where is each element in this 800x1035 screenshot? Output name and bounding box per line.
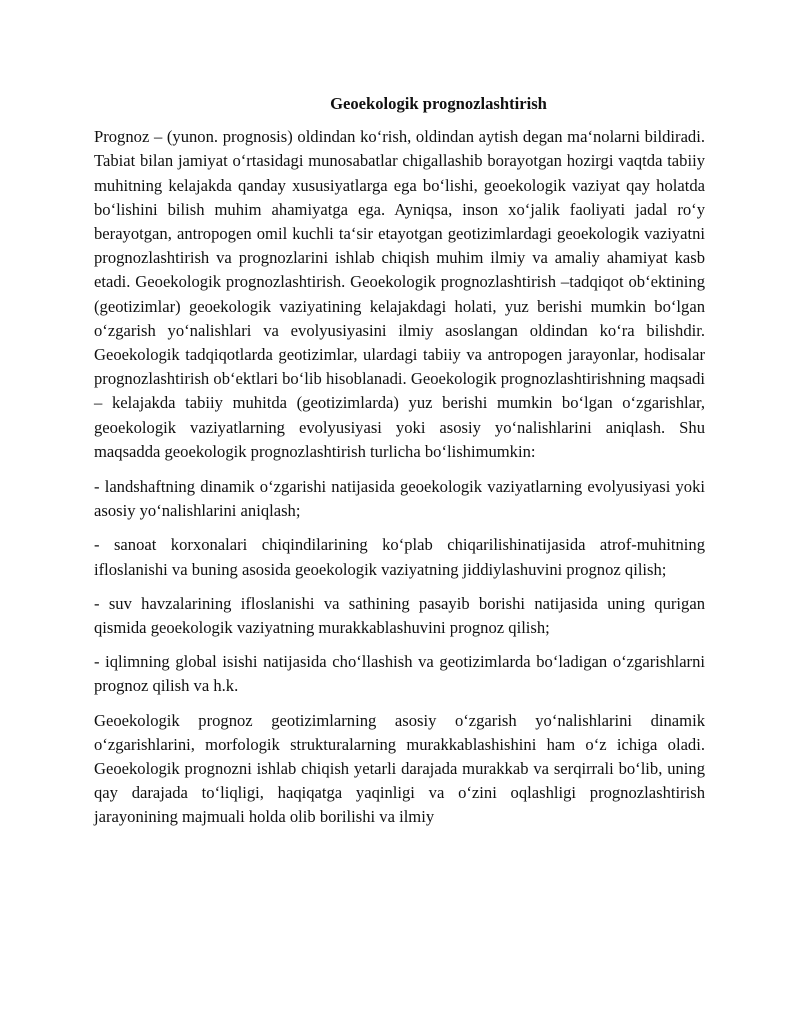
list-item-industrial-pollution: - sanoat korxonalari chiqindilarining ko‘plab chiqarilishinatijasida atrof-muhitning ifloslanishi va buning asosida geoekologik vaziyatning jiddiylashuvini prognoz qilish; — [94, 535, 705, 579]
paragraph-conclusion: Geoekologik prognoz geotizimlarning asosiy o‘zgarish yo‘nalishlarini dinamik o‘zgarishlarini, morfologik strukturalarning murakkablashishini ham o‘z ichiga oladi. Geoekologik prognozni ishlab chiqish yetarli darajada murakkab va serqirrali bo‘lib, uning qay darajada to‘liqligi, haqiqatga yaqinligi va o‘zini oqlashligi prognozlashtirish jarayonining majmuali holda olib borilishi va ilmiy — [94, 710, 705, 827]
document-page — [94, 92, 705, 841]
document-title: Geoekologik prognozlashtirish — [330, 94, 547, 113]
list-item-landscape-dynamics: - landshaftning dinamik o‘zgarishi natijasida geoekologik vaziyatlarning evolyusiyasi yoki asosiy yo‘nalishlarini aniqlash; — [94, 477, 705, 521]
list-item-global-warming: - iqlimning global isishi natijasida cho‘llashish va geotizimlarda bo‘ladigan o‘zgarishlarni prognoz qilish va h.k. — [94, 652, 705, 696]
paragraph-intro: Prognoz – (yunon. prognosis) oldindan ko‘rish, oldindan aytish degan ma‘nolarni bildiradi. Tabiat bilan jamiyat o‘rtasidagi munosabatlar chigallashib borayotgan hozirgi vaqtda tabiiy muhitning kelajakda qanday xususiyatlarga ega bo‘lishi, geoekologik vaziyat qay holatda bo‘lishini bilish muhim ahamiyatga ega. Ayniqsa, inson xo‘jalik faoliyati jadal ro‘y berayotgan, antropogen omil kuchli ta‘sir etayotgan geotizimlardagi geoekologik vaziyatni prognozlashtirish va prognozlarini ishlab chiqish muhim ilmiy va amaliy ahamiyat kasb etadi. Geoekologik prognozlashtirish. Geoekologik prognozlashtirish –tadqiqot ob‘ektining (geotizimlar) geoekologik vaziyatining kelajakdagi holati, yuz berishi mumkin bo‘lgan o‘zgarish yo‘nalishlari va evolyusiyasini ilmiy asoslangan oldindan ko‘ra bilishdir. Geoekologik tadqiqotlarda geotizimlar, ulardagi tabiiy va antropogen jarayonlar, hodisalar prognozlashtirish ob‘ektlari bo‘lib hisoblanadi. Geoekologik prognozlashtirishning maqsadi – kelajakda tabiiy muhitda (geotizimlarda) yuz berishi mumkin bo‘lgan o‘zgarishlar, geoekologik vaziyatlarning evolyusiyasi yoki asosiy yo‘nalishlarini aniqlash. Shu maqsadda geoekologik prognozlashtirish turlicha bo‘lishimumkin: — [94, 127, 705, 461]
list-item-water-basins: - suv havzalarining ifloslanishi va sathining pasayib borishi natijasida uning qurigan qismida geoekologik vaziyatning murakkablashuvini prognoz qilish; — [94, 593, 705, 638]
